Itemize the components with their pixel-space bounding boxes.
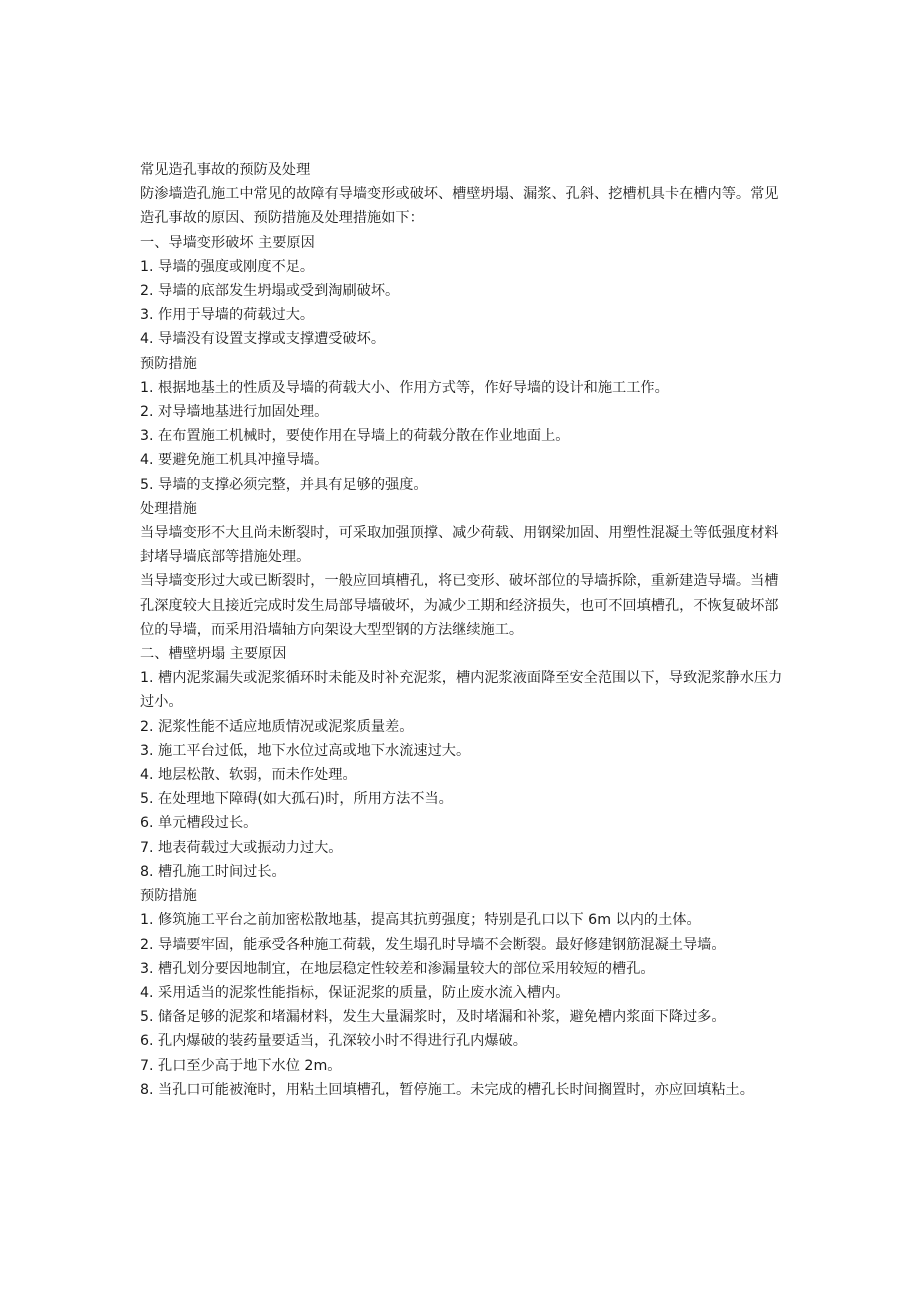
section-2-prevention-item: 2. 导墙要牢固，能承受各种施工荷载，发生塌孔时导墙不会断裂。最好修建钢筋混凝土导墙。 [140,936,726,953]
intro-paragraph: 防渗墙造孔施工中常见的故障有导墙变形或破坏、槽壁坍塌、漏浆、孔斜、挖槽机具卡在槽内等。常见造孔事故的原因、预防措施及处理措施如下： [140,186,779,227]
section-1-treatment-heading: 处理措施 [140,500,197,517]
section-2-heading: 二、槽壁坍塌 主要原因 [140,646,287,663]
section-1-prevention-item: 2. 对导墙地基进行加固处理。 [140,404,329,421]
section-1-prevention-item: 5. 导墙的支撑必须完整，并具有足够的强度。 [140,476,428,493]
section-1-cause-item: 1. 导墙的强度或刚度不足。 [140,258,315,275]
section-1-prevention-item: 3. 在布置施工机械时，要使作用在导墙上的荷载分散在作业地面上。 [140,428,570,445]
section-2-prevention-item: 6. 孔内爆破的装药量要适当，孔深较小时不得进行孔内爆破。 [140,1033,527,1050]
section-1-treatment-paragraph: 当导墙变形不大且尚未断裂时，可采取加强顶撑、减少荷载、用钢梁加固、用塑性混凝土等低强度材料封堵导墙底部等措施处理。 [140,525,779,566]
section-2-cause-item: 6. 单元槽段过长。 [140,815,258,832]
section-2-cause-item: 3. 施工平台过低，地下水位过高或地下水流速过大。 [140,742,471,759]
section-1-cause-item: 3. 作用于导墙的荷载过大。 [140,307,315,324]
section-1-prevention-item: 1. 根据地基土的性质及导墙的荷载大小、作用方式等，作好导墙的设计和施工工作。 [140,379,669,396]
section-2-cause-item: 5. 在处理地下障碍(如大孤石)时，所用方法不当。 [140,791,453,808]
document-body [140,158,785,1102]
section-1-cause-item: 4. 导墙没有设置支撑或支撑遭受破坏。 [140,331,386,348]
section-2-prevention-item: 8. 当孔口可能被淹时，用粘土回填槽孔，暂停施工。未完成的槽孔长时间搁置时，亦应回填粘土。 [140,1081,754,1098]
section-2-prevention-item: 4. 采用适当的泥浆性能指标，保证泥浆的质量，防止废水流入槽内。 [140,984,570,1001]
section-2-prevention-item: 3. 槽孔划分要因地制宜，在地层稳定性较差和渗漏量较大的部位采用较短的槽孔。 [140,960,655,977]
section-1-cause-item: 2. 导墙的底部发生坍塌或受到淘刷破坏。 [140,283,400,300]
section-1-prevention-item: 4. 要避免施工机具冲撞导墙。 [140,452,329,469]
section-2-cause-item: 7. 地表荷载过大或振动力过大。 [140,839,343,856]
section-2-cause-item: 8. 槽孔施工时间过长。 [140,863,286,880]
section-2-prevention-heading: 预防措施 [140,888,197,905]
section-2-prevention-item: 1. 修筑施工平台之前加密松散地基，提高其抗剪强度；特别是孔口以下 6m 以内的土体。 [140,912,701,929]
section-1-treatment-paragraph: 当导墙变形过大或已断裂时，一般应回填槽孔，将已变形、破坏部位的导墙拆除，重新建造导墙。当槽孔深度较大且接近完成时发生局部导墙破坏，为减少工期和经济损失，也可不回填槽孔，不恢复破坏部位的导墙，而采用沿墙轴方向架设大型型钢的方法继续施工。 [140,573,779,638]
section-2-cause-item: 2. 泥浆性能不适应地质情况或泥浆质量差。 [140,718,414,735]
section-2-prevention-item: 5. 储备足够的泥浆和堵漏材料，发生大量漏浆时，及时堵漏和补浆，避免槽内浆面下降过多。 [140,1009,726,1026]
section-2-cause-item: 1. 槽内泥浆漏失或泥浆循环时未能及时补充泥浆，槽内泥浆液面降至安全范围以下，导致泥浆静水压力过小。 [140,670,783,711]
section-2-cause-item: 4. 地层松散、软弱，而未作处理。 [140,767,357,784]
section-2-prevention-item: 7. 孔口至少高于地下水位 2m。 [140,1057,342,1074]
section-1-heading: 一、导墙变形破坏 主要原因 [140,234,315,251]
section-1-prevention-heading: 预防措施 [140,355,197,372]
document-title: 常见造孔事故的预防及处理 [140,162,311,178]
